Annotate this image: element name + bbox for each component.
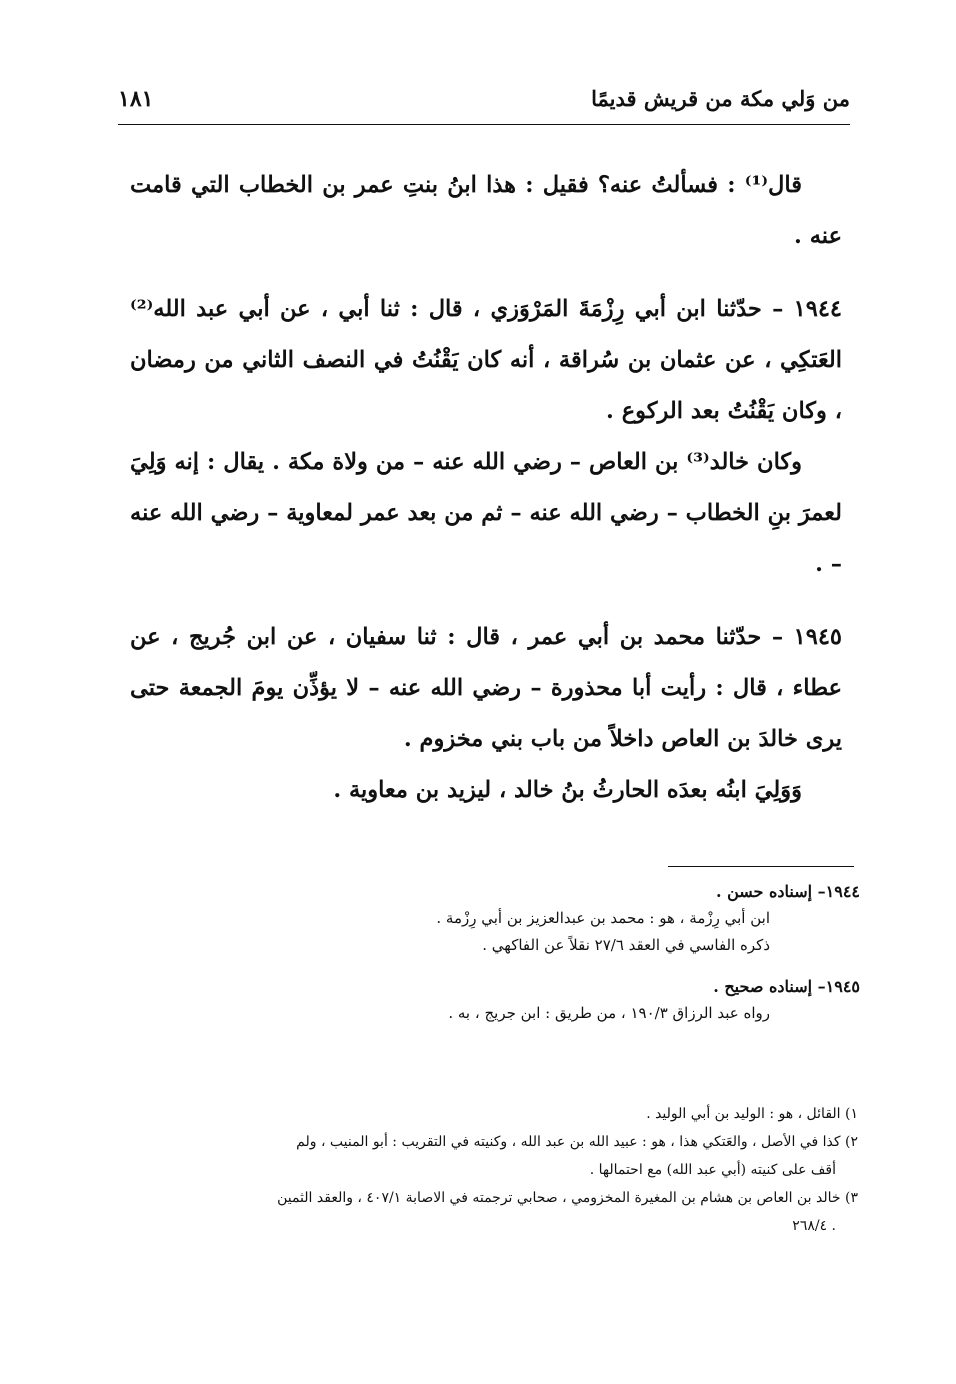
commentary-1945	[160, 973, 860, 1027]
commentary-heading: ١٩٤٤– إسناده حسن .	[715, 882, 860, 901]
footnote-separator	[668, 866, 854, 867]
commentary	[160, 878, 860, 1041]
footnote-2: ٢) كذا في الأصل ، والعَتكي هذا ، هو : عبيد الله بن عبد الله ، وكنيته في التقريب : أبو المنيب ، ولم	[296, 1134, 858, 1150]
footnotes	[140, 1100, 858, 1240]
paragraph-1: قال⁽¹⁾ : فسألتُ عنه؟ فقيل : هذا ابنُ بنتِ عمر بن الخطاب التي قامت عنه .	[130, 172, 842, 249]
spacer	[130, 262, 842, 284]
paragraph-harith: وَوَلِيَ ابنُه بعدَه الحارثُ بنُ خالد ، ليزيد بن معاوية .	[333, 777, 802, 803]
page-number: ١٨١	[118, 86, 154, 112]
commentary-line: ابن أبي رِزْمة ، هو : محمد بن عبدالعزيز بن أبي رِزْمة .	[436, 909, 770, 927]
page-header	[118, 78, 850, 125]
paragraph-khalid: وكان خالد⁽³⁾ بن العاص – رضي الله عنه – من ولاة مكة . يقال : إنه وَلِيَ لعمرَ بنِ الخطاب – رضي الله عنه – ثم من بعد عمر لمعاوية – رضي الله عنه – .	[130, 449, 842, 577]
commentary-line: رواه عبد الرزاق ١٩٠/٣ ، من طريق : ابن جريج ، به .	[448, 1004, 770, 1022]
footnote-2-continuation: أقف على كنيته (أبي عبد الله) مع احتمالها .	[589, 1162, 836, 1178]
footnote-3: ٣) خالد بن العاص بن هشام بن المغيرة المخزومي ، صحابي ترجمته في الاصابة ٤٠٧/١ ، والعقد الثمين	[277, 1190, 858, 1206]
footnote-3-continuation: . ٢٦٨/٤	[792, 1218, 836, 1234]
main-text	[130, 160, 842, 816]
hadith-1945: ١٩٤٥ – حدّثنا محمد بن أبي عمر ، قال : ثنا سفيان ، عن ابن جُريج ، عن عطاء ، قال : رأيت أبا محذورة – رضي الله عنه – لا يؤذِّن يومَ الجمعة حتى يرى خالدَ بن العاص داخلاً من باب بني مخزوم .	[130, 624, 842, 752]
commentary-line: ذكره الفاسي في العقد ٢٧/٦ نقلاً عن الفاكهي .	[482, 936, 770, 954]
commentary-1944	[160, 878, 860, 959]
commentary-heading: ١٩٤٥– إسناده صحيح .	[713, 977, 860, 996]
spacer	[130, 590, 842, 612]
hadith-1944: ١٩٤٤ – حدّثنا ابن أبي رِزْمَةَ المَرْوَزي ، قال : ثنا أبي ، عن أبي عبد الله⁽²⁾ العَتكِي ، عن عثمان بن سُراقة ، أنه كان يَقْنُتُ في النصف الثاني من رمضان ، وكان يَقْنُتُ بعد الركوع .	[130, 296, 842, 424]
running-title: من وَلي مكة من قريش قديمًا	[591, 86, 850, 111]
footnote-1: ١) القائل ، هو : الوليد بن أبي الوليد .	[646, 1106, 858, 1122]
